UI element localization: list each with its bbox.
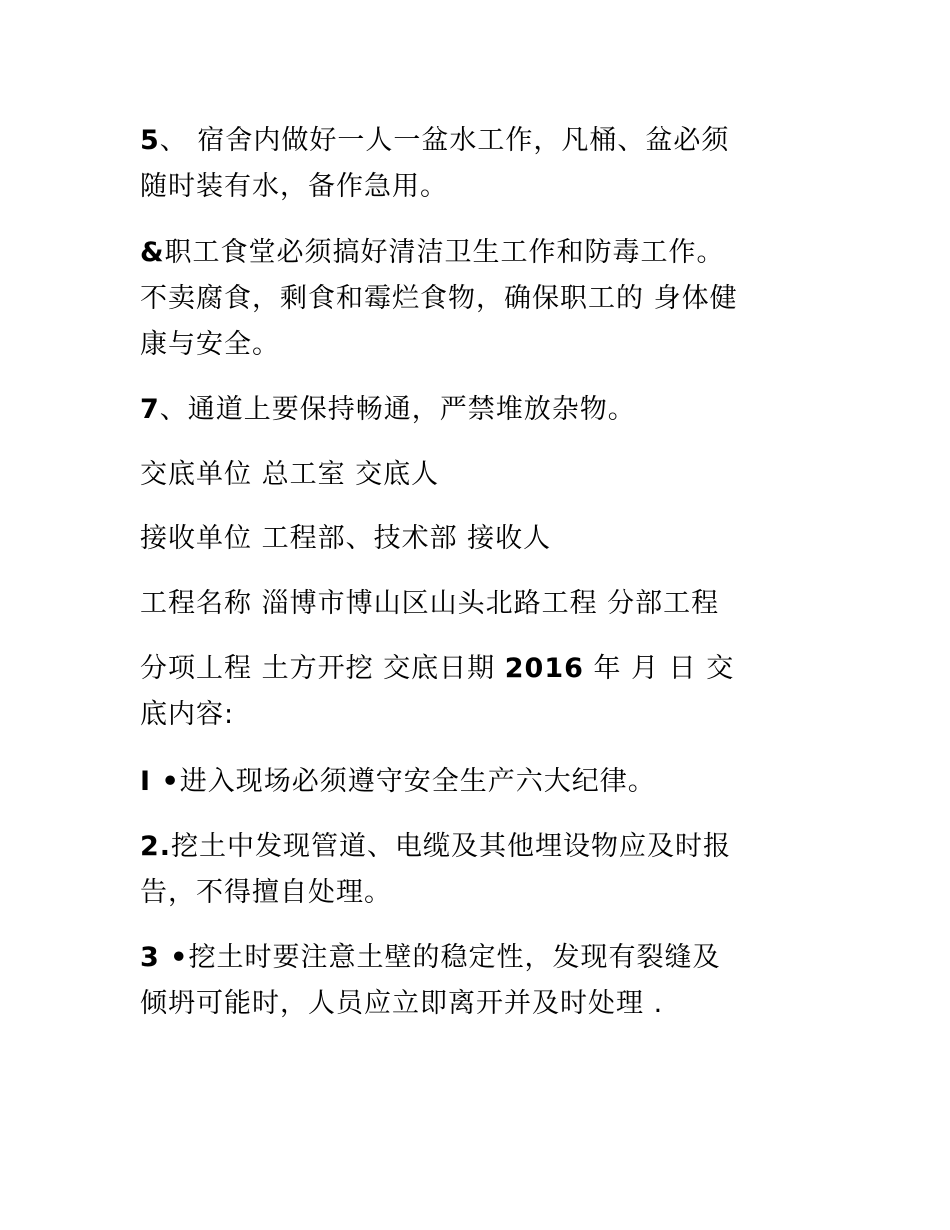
text-line <box>140 981 820 1027</box>
paragraph-5 <box>140 118 820 210</box>
text-line <box>140 276 820 322</box>
line-text: 进入现场必须遵守安全生产六大纪律。 <box>179 766 656 797</box>
line-text: 挖土中发现管道、电缆及其他埋设物应及时报 <box>171 831 732 862</box>
line-text: 工程名称 淄博市博山区山头北路工程 分部工程 <box>140 588 720 619</box>
text-line <box>140 935 820 981</box>
line-text: 、通道上要保持畅通，严禁堆放杂物。 <box>159 394 636 425</box>
item-number: 2. <box>140 831 172 862</box>
line-text: 不卖腐食，剩食和霉烂食物，确保职工的 身体健 <box>140 283 738 314</box>
text-line <box>140 230 820 276</box>
item-number: 3 • <box>140 942 189 973</box>
item-2 <box>140 824 820 916</box>
text-line <box>140 581 820 627</box>
item-number: 5 <box>140 125 160 156</box>
line-text: 底内容: <box>140 699 235 730</box>
line-text: 倾坍可能时，人员应立即离开并及时处理 . <box>140 988 664 1019</box>
line-text: 、 宿舍内做好一人一盆水工作，凡桶、盆必须 <box>159 125 730 156</box>
receive-unit-line <box>140 516 820 562</box>
line-text: 交底单位 总工室 交底人 <box>140 459 440 490</box>
project-name-line <box>140 581 820 627</box>
paragraph-7 <box>140 387 820 433</box>
text-line <box>140 759 820 805</box>
line-text: 分项丄程 土方开挖 交底日期 <box>140 653 505 684</box>
line-text: 挖土时要注意土壁的稳定性，发现有裂缝及 <box>188 942 721 973</box>
item-number: I • <box>140 766 180 797</box>
line-text: 康与安全。 <box>140 329 280 360</box>
text-line <box>140 824 820 870</box>
item-number: 7 <box>140 394 160 425</box>
line-text: 告，不得擅自处理。 <box>140 877 392 908</box>
item-number: & <box>140 237 165 268</box>
item-3 <box>140 935 820 1027</box>
text-line <box>140 452 820 498</box>
text-line <box>140 118 820 164</box>
text-line <box>140 164 820 210</box>
text-line <box>140 646 820 692</box>
text-line <box>140 516 820 562</box>
line-text: 年 月 日 交 <box>583 653 735 684</box>
text-line <box>140 692 820 738</box>
handover-unit-line <box>140 452 820 498</box>
text-line <box>140 387 820 433</box>
date-year: 2016 <box>504 653 584 684</box>
text-line <box>140 870 820 916</box>
sub-project-line <box>140 646 820 738</box>
line-text: 随时装有水，备作急用。 <box>140 171 448 202</box>
item-1 <box>140 759 820 805</box>
line-text: 接收单位 工程部、技术部 接收人 <box>140 523 552 554</box>
paragraph-6 <box>140 230 820 368</box>
line-text: 职工食堂必须搞好清洁卫生工作和防毒工作。 <box>164 237 725 268</box>
text-line <box>140 322 820 368</box>
